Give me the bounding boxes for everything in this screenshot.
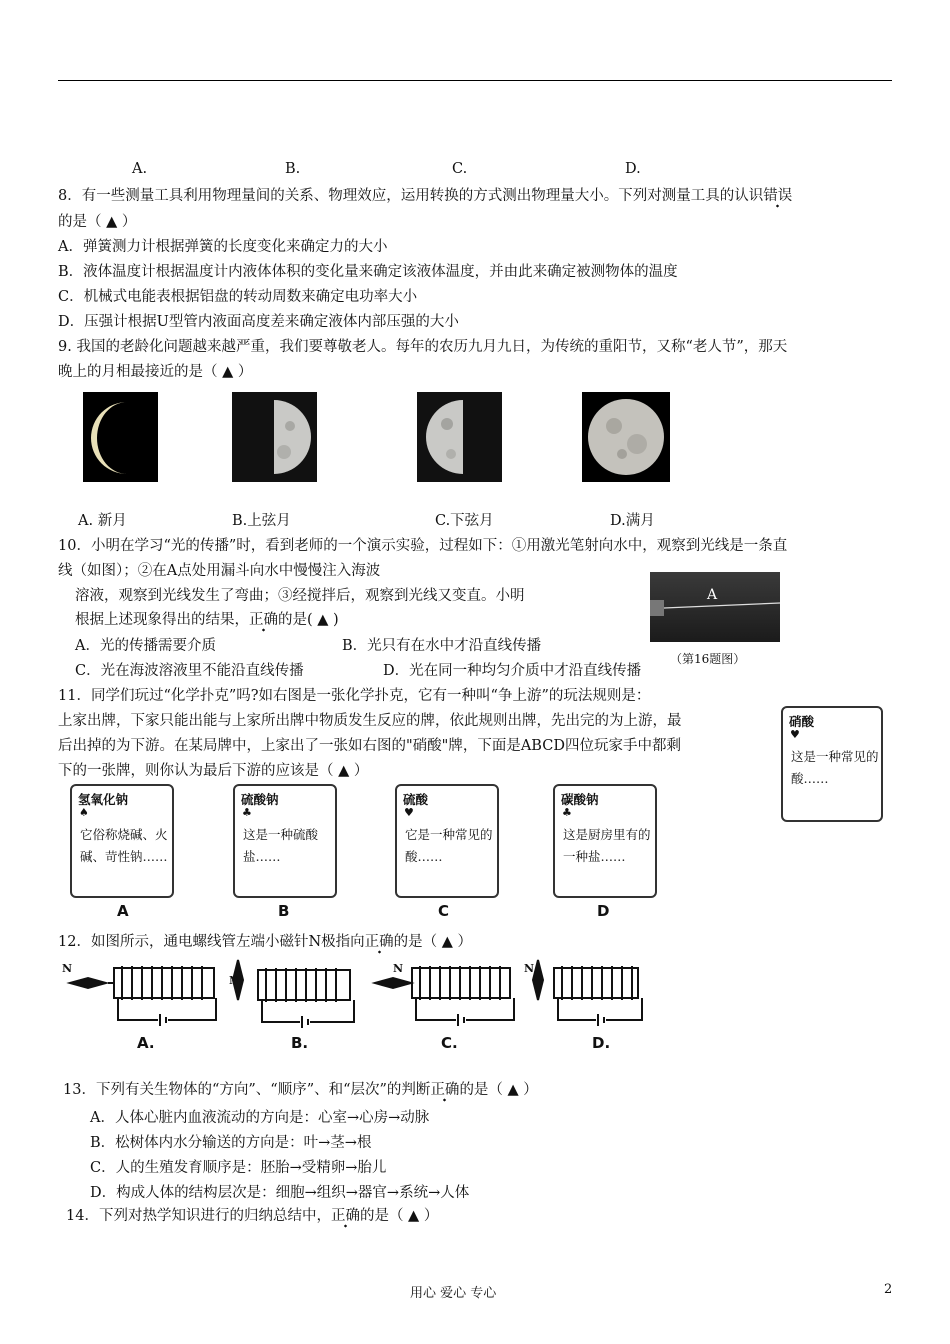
moon-new-image [83,392,158,482]
reference-card-nitric-acid: 硝酸 ♥ 这是一种常见的酸…… [781,706,883,822]
q13-option-c: C．人的生殖发育顺序是：胚胎→受精卵→胎儿 [90,1160,387,1176]
solenoid-a [70,966,216,1026]
q8-emphasis: 错误 [763,188,792,208]
q9-label-c: C.下弦月 [435,513,494,529]
q13-stem: 13．下列有关生物体的“方向”、“顺序”、和“层次”的判断正确的是（ ▲ ） [63,1078,538,1099]
solenoid-d [533,960,642,1026]
q10-stem: 10．小明在学习“光的传播”时，看到老师的一个演示实验，过程如下：①用激光笔射向水中，观察到光线是一条直 [58,538,788,554]
q7-option-a: A. [132,161,148,177]
q13-option-d: D．构成人体的结构层次是：细胞→组织→器官→系统→人体 [90,1185,470,1201]
moon-last-quarter-image [417,392,502,482]
q11-stem: 11．同学们玩过“化学扑克”吗?如右图是一张化学扑克，它有一种叫“争上游”的玩法规则是： [58,688,651,704]
n-label-c: N [393,962,404,975]
q11-stem-2: 上家出牌，下家只能出能与上家所出牌中物质发生反应的牌，依此规则出牌，先出完的为上游，最 [58,713,682,729]
q9-stem: 9. 我国的老龄化问题越来越严重，我们要尊敬老人。每年的农历九月九日，为传统的重阳节，又称“老人节”，那天 [58,339,788,355]
q7-option-d: D. [625,161,641,177]
solenoid-label-c: C. [441,1034,458,1052]
solenoid-label-d: D. [592,1034,611,1052]
q10-stem-4: 根据上述现象得出的结果，正确的是( ▲ ) [75,608,339,629]
laser-figure [650,572,780,642]
q14-emphasis: 正确 [331,1208,360,1228]
card-b: 硫酸钠 ♣ 这是一种硫酸盐…… [233,784,337,898]
laser-point-label: A [707,587,718,603]
q12-emphasis: 正确 [365,934,394,954]
q11-stem-4: 下的一张牌，则你认为最后下游的应该是（ ▲ ） [58,763,369,779]
card-label-a: A [117,902,129,920]
q13-option-b: B．松树体内水分输送的方向是：叶→茎→根 [90,1135,372,1151]
q10-emphasis: 正确 [249,612,278,632]
q7-option-c: C. [452,161,468,177]
q8-option-d: D．压强计根据U型管内液面高度差来确定液体内部压强的大小 [58,314,459,330]
card-label-d: D [597,902,610,920]
n-label-d: N [524,962,535,975]
q9-label-a: A. 新月 [78,513,127,529]
q8-stem: 8．有一些测量工具利用物理量间的关系、物理效应，运用转换的方式测出物理量大小。下列对测量工具的认识错误 [58,184,792,205]
q8-option-b: B．液体温度计根据温度计内液体体积的变化量来确定该液体温度，并由此来确定被测物体的温度 [58,264,678,280]
n-label-b: N [229,974,240,987]
q8-option-a: A．弹簧测力计根据弹簧的长度变化来确定力的大小 [58,239,388,255]
header-rule [58,80,892,81]
q7-option-b: B. [285,161,301,177]
solenoid-b [233,960,354,1028]
q10-option-d: D．光在同一种均匀介质中才沿直线传播 [383,663,642,679]
card-d: 碳酸钠 ♣ 这是厨房里有的一种盐…… [553,784,657,898]
q10-figure-caption: （第16题图） [670,652,746,666]
q13-option-a: A．人体心脏内血液流动的方向是：心室→心房→动脉 [90,1110,430,1126]
moon-first-quarter-image [232,392,317,482]
q10-option-b: B．光只有在水中才沿直线传播 [342,638,542,654]
q10-stem-2: 线（如图）；②在A点处用漏斗向水中慢慢注入海波 [58,563,381,579]
q12-stem: 12．如图所示，通电螺线管左端小磁针N极指向正确的是（ ▲ ） [58,930,472,951]
q8-stem-end: 的是（ ▲ ） [58,214,137,230]
page-number: 2 [884,1282,893,1297]
card-c: 硫酸 ♥ 它是一种常见的酸…… [395,784,499,898]
q14-stem: 14．下列对热学知识进行的归纳总结中，正确的是（ ▲ ） [66,1204,438,1225]
q9-label-d: D.满月 [610,513,655,529]
q11-stem-3: 后出掉的为下游。在某局牌中，上家出了一张如右图的"硝酸"牌，下面是ABCD四位玩家手中都剩 [58,738,681,754]
q10-stem-3: 溶液，观察到光线发生了弯曲；③经搅拌后，观察到光线又变直。小明 [75,588,525,604]
n-label-a: N [62,962,73,975]
q9-label-b: B.上弦月 [232,513,291,529]
solenoid-c [375,966,514,1026]
q13-emphasis: 正确 [430,1082,459,1102]
card-label-b: B [278,902,290,920]
moon-full-image [582,392,670,482]
q8-option-c: C．机械式电能表根据铝盘的转动周数来确定电功率大小 [58,289,418,305]
q10-option-a: A．光的传播需要介质 [75,638,216,654]
q9-stem-end: 晚上的月相最接近的是（ ▲ ） [58,364,253,380]
card-a: 氢氧化钠 ♠ 它俗称烧碱、火碱、苛性钠…… [70,784,174,898]
q10-option-c: C．光在海波溶液里不能沿直线传播 [75,663,304,679]
solenoid-label-b: B. [291,1034,309,1052]
footer-motto: 用心 爱心 专心 [410,1286,497,1301]
card-label-c: C [438,902,450,920]
solenoid-label-a: A. [137,1034,155,1052]
